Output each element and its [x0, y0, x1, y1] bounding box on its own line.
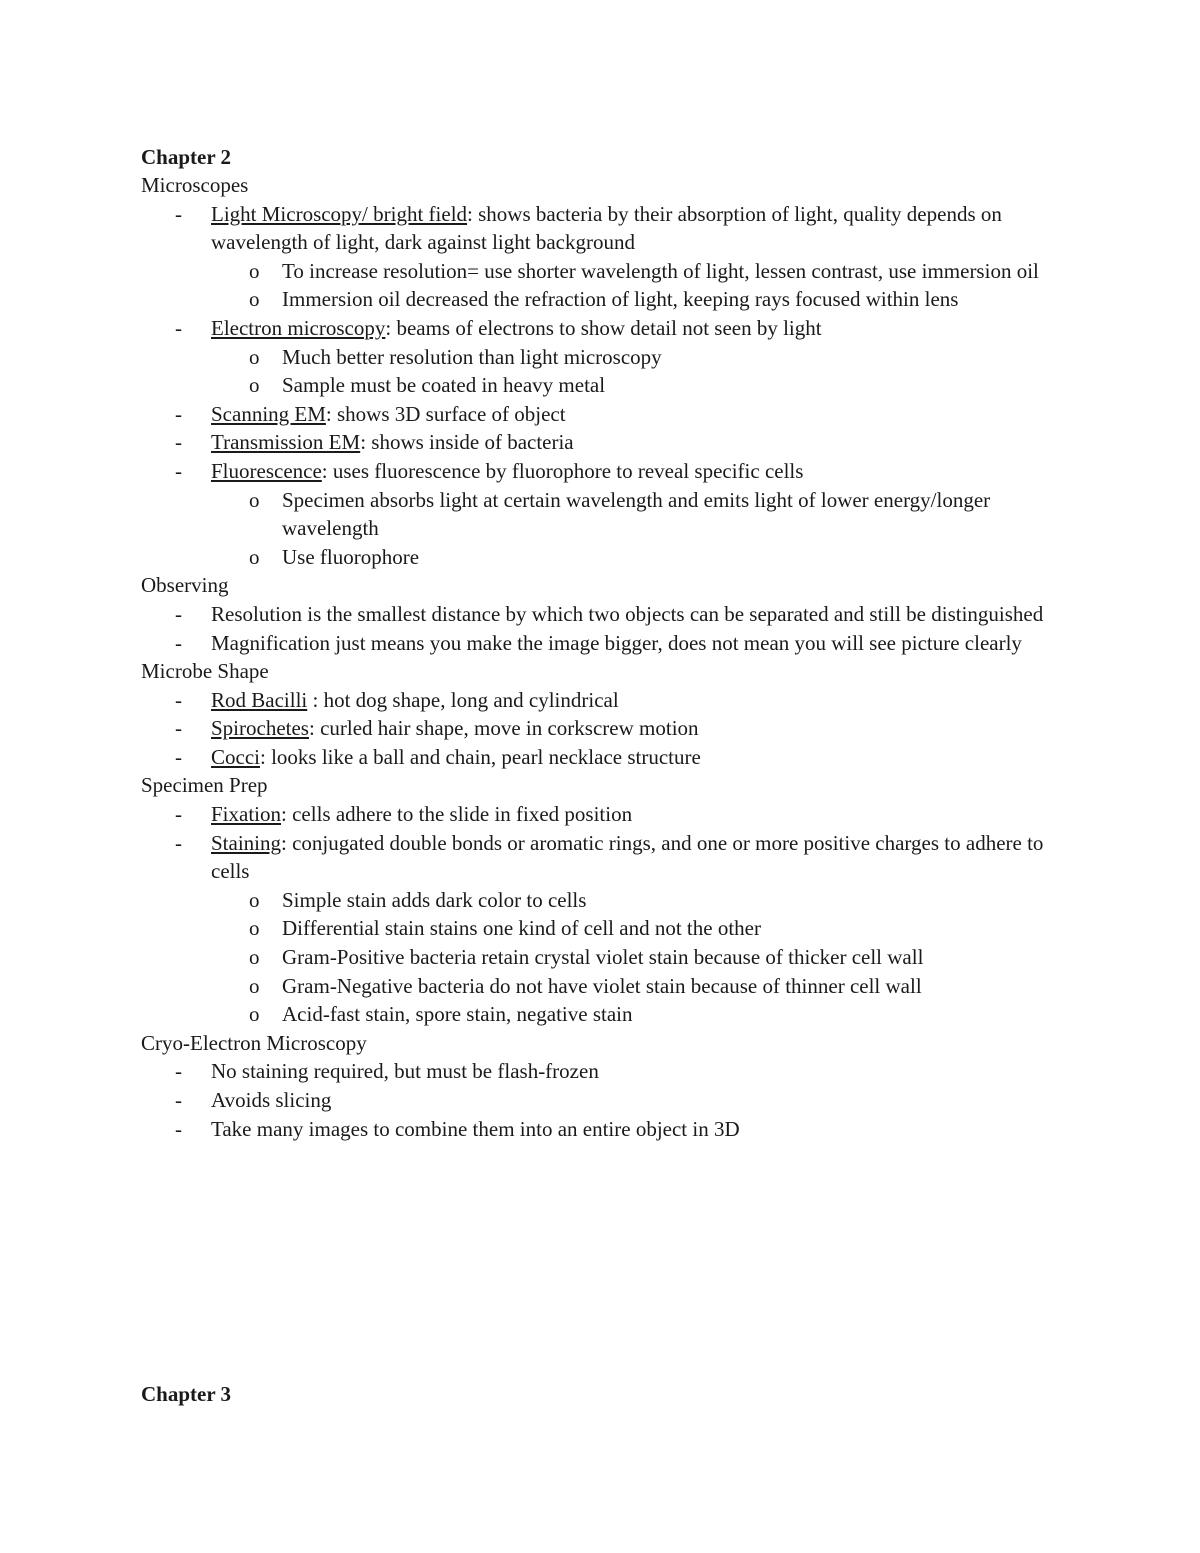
- definition-light-microscopy: : shows bacteria by their absorption of light, quality depends on wavelength of light, dark against light background: [211, 201, 1002, 255]
- dash-marker: -: [175, 802, 182, 827]
- term-scanning-em: Scanning EM: [211, 401, 326, 426]
- definition-cocci: : looks like a ball and chain, pearl necklace structure: [259, 744, 701, 769]
- list-item-fixation: [141, 800, 1071, 829]
- list-item-text: Take many images to combine them into an entire object in 3D: [211, 1116, 740, 1141]
- dash-marker: -: [175, 430, 182, 455]
- dash-marker: -: [175, 401, 182, 426]
- chapter-2-title: Chapter 2: [141, 145, 232, 169]
- term-cocci: Cocci: [211, 744, 260, 769]
- list-item-light-microscopy: [141, 200, 1071, 257]
- list-item-fluorescence: [141, 457, 1071, 486]
- dash-marker: -: [175, 687, 182, 712]
- list-item-resolution: [141, 600, 1071, 629]
- bullet-marker: o: [249, 344, 260, 369]
- dash-marker: -: [175, 601, 182, 626]
- list-item-text: Avoids slicing: [211, 1088, 332, 1112]
- term-transmission-em: Transmission EM: [211, 430, 361, 455]
- term-electron-microscopy: Electron microscopy: [211, 315, 386, 340]
- bullet-marker: o: [249, 373, 260, 398]
- chapter-2-content: [141, 143, 1071, 1143]
- list-item-many-images: [141, 1115, 1071, 1144]
- section-heading-cryo-em: Cryo-Electron Microscopy: [141, 1030, 367, 1055]
- sub-item-simple-stain: [141, 886, 1071, 915]
- dash-marker: -: [175, 1059, 182, 1084]
- dash-marker: -: [175, 630, 182, 655]
- term-light-microscopy: Light Microscopy/ bright field: [211, 201, 468, 226]
- sub-item-use-fluorophore: [141, 543, 1071, 572]
- definition-spirochetes: : curled hair shape, move in corkscrew motion: [308, 716, 699, 741]
- section-heading-microscopes: Microscopes: [141, 173, 249, 197]
- sub-item-text: Use fluorophore: [282, 544, 420, 569]
- sub-item-differential-stain: [141, 914, 1071, 943]
- dash-marker: -: [175, 201, 182, 226]
- definition-fluorescence: : uses fluorescence by fluorophore to reveal specific cells: [321, 458, 804, 483]
- term-spirochetes: Spirochetes: [211, 716, 309, 741]
- term-staining: Staining: [211, 830, 282, 855]
- sub-item-acid-fast-stain: [141, 1000, 1071, 1029]
- sub-item-text: To increase resolution= use shorter wavelength of light, lessen contrast, use immersion oil: [282, 258, 1039, 283]
- sub-item-gram-negative: [141, 972, 1071, 1001]
- bullet-marker: o: [249, 258, 260, 283]
- list-item-text: Magnification just means you make the image bigger, does not mean you will see picture clearly: [211, 630, 1022, 655]
- sub-item-gram-positive: [141, 943, 1071, 972]
- sub-item-better-resolution: [141, 343, 1071, 372]
- sub-item-specimen-absorbs: [141, 486, 1071, 543]
- section-heading-specimen-prep: Specimen Prep: [141, 773, 268, 798]
- dash-marker: -: [175, 1116, 182, 1141]
- sub-item-text: Much better resolution than light microscopy: [282, 344, 662, 369]
- bullet-marker: o: [249, 945, 260, 970]
- bullet-marker: o: [249, 1002, 260, 1027]
- sub-item-text: Differential stain stains one kind of cell and not the other: [282, 916, 761, 941]
- list-item-rod-bacilli: [141, 686, 1071, 715]
- list-item-scanning-em: [141, 400, 1071, 429]
- dash-marker: -: [175, 315, 182, 340]
- list-item-staining: [141, 829, 1071, 886]
- term-rod-bacilli: Rod Bacilli: [211, 687, 308, 712]
- dash-marker: -: [175, 744, 182, 769]
- sub-item-text: Gram-Negative bacteria do not have violet stain because of thinner cell wall: [282, 973, 922, 998]
- list-item-text: No staining required, but must be flash-frozen: [211, 1059, 599, 1084]
- bullet-marker: o: [249, 287, 260, 312]
- sub-item-increase-resolution: [141, 257, 1071, 286]
- list-item-magnification: [141, 629, 1071, 658]
- sub-item-text: Immersion oil decreased the refraction of light, keeping rays focused within lens: [282, 287, 959, 312]
- definition-transmission-em: : shows inside of bacteria: [360, 430, 574, 455]
- list-item-avoids-slicing: [141, 1086, 1071, 1115]
- sub-item-text: Specimen absorbs light at certain wavelength and emits light of lower energy/longer wavelength: [282, 487, 991, 541]
- sub-item-text: Simple stain adds dark color to cells: [282, 887, 587, 912]
- list-item-transmission-em: [141, 428, 1071, 457]
- definition-scanning-em: : shows 3D surface of object: [325, 401, 566, 426]
- list-item-spirochetes: [141, 714, 1071, 743]
- section-heading-observing: Observing: [141, 573, 229, 598]
- dash-marker: -: [175, 716, 182, 741]
- dash-marker: -: [175, 1088, 182, 1112]
- bullet-marker: o: [249, 487, 260, 512]
- definition-staining: : conjugated double bonds or aromatic rings, and one or more positive charges to adhere to cells: [211, 830, 1044, 884]
- definition-electron-microscopy: : beams of electrons to show detail not seen by light: [385, 315, 822, 340]
- sub-item-text: Acid-fast stain, spore stain, negative stain: [282, 1002, 633, 1027]
- sub-item-immersion-oil: [141, 285, 1071, 314]
- list-item-no-staining: [141, 1057, 1071, 1086]
- term-fluorescence: Fluorescence: [211, 458, 322, 483]
- bullet-marker: o: [249, 916, 260, 941]
- dash-marker: -: [175, 458, 182, 483]
- list-item-cocci: [141, 743, 1071, 772]
- dash-marker: -: [175, 830, 182, 855]
- sub-item-text: Sample must be coated in heavy metal: [282, 373, 606, 398]
- bullet-marker: o: [249, 973, 260, 998]
- list-item-electron-microscopy: [141, 314, 1071, 343]
- bullet-marker: o: [249, 887, 260, 912]
- sub-item-text: Gram-Positive bacteria retain crystal violet stain because of thicker cell wall: [282, 945, 924, 970]
- list-item-text: Resolution is the smallest distance by which two objects can be separated and still be distinguished: [211, 601, 1044, 626]
- term-fixation: Fixation: [211, 802, 282, 827]
- section-heading-microbe-shape: Microbe Shape: [141, 659, 269, 684]
- bullet-marker: o: [249, 544, 260, 569]
- definition-fixation: : cells adhere to the slide in fixed position: [281, 802, 633, 827]
- definition-rod-bacilli: : hot dog shape, long and cylindrical: [307, 687, 619, 712]
- sub-item-heavy-metal: [141, 371, 1071, 400]
- chapter-3-title: Chapter 3: [141, 1382, 232, 1406]
